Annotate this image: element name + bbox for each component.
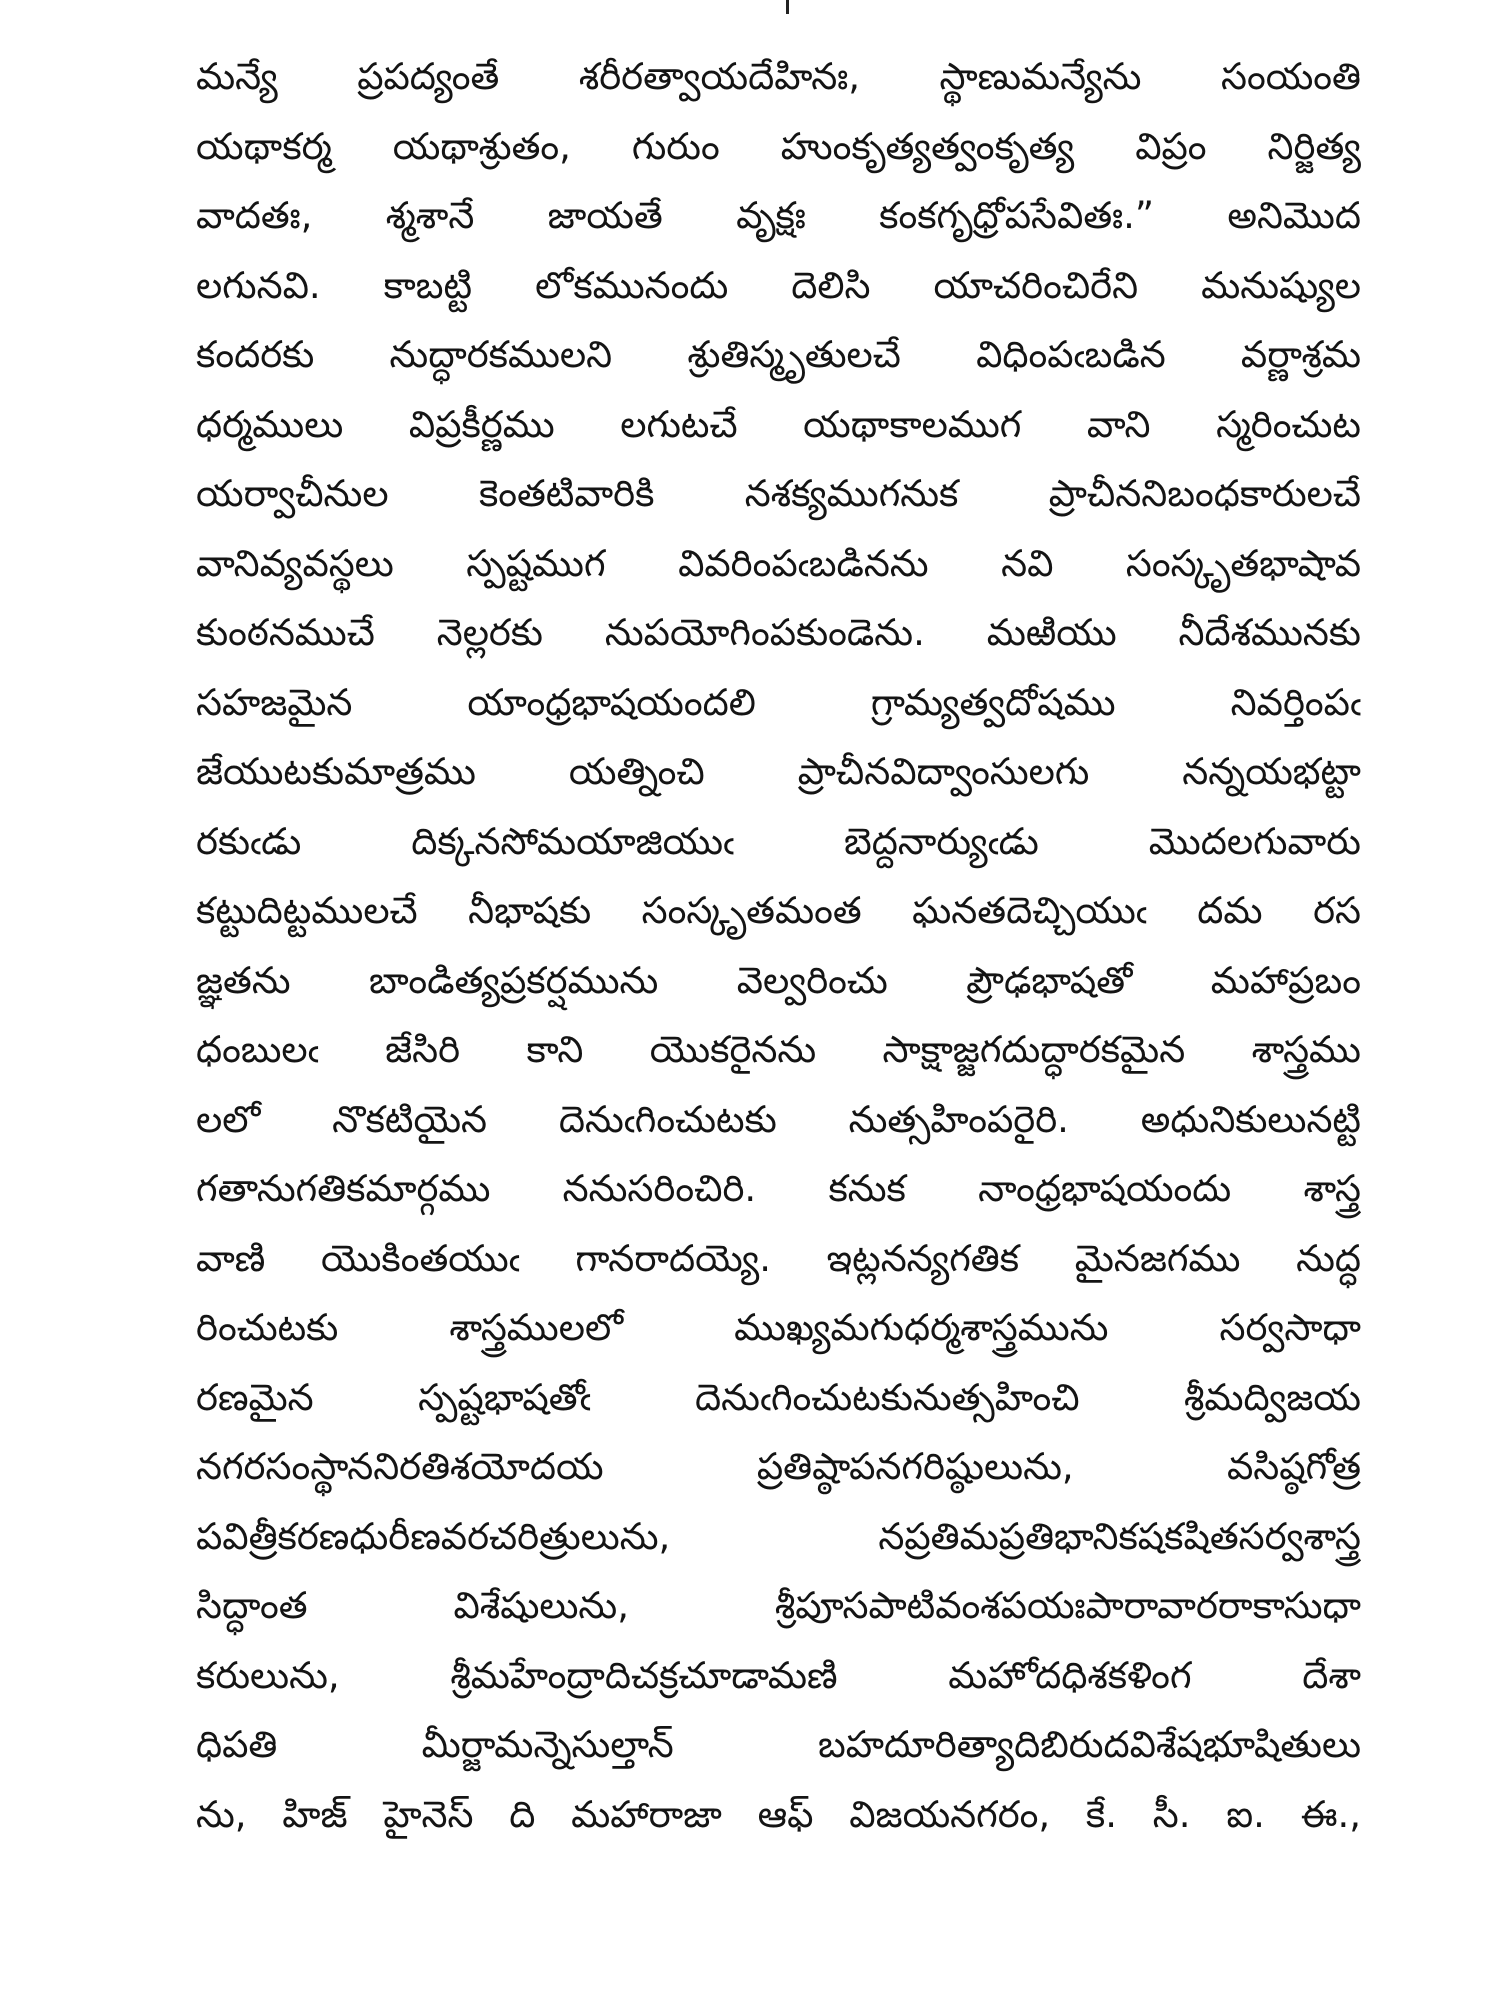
text-line: వానివ్యవస్థలు స్పష్టముగ వివరింపఁబడినను నవి సంస్కృతభాషావ (196, 541, 1361, 585)
text-line: కుంఠనముచే నెల్లరకు నుపయోగింపకుండెను. మఱియు నీదేశమునకు (196, 611, 1361, 654)
text-line: లగునవి. కాబట్టి లోకమునందు దెలిసి యాచరించిరేని మనుష్యుల (196, 263, 1361, 307)
text-line: ధంబులఁ జేసిరి కాని యొకరైనను సాక్షాజ్జగదుద్ధారకమైన శాస్త్రము (196, 1028, 1361, 1071)
text-line: నగరసంస్థాననిరతిశయోదయ ప్రతిష్ఠాపనగరిష్ఠులును, వసిష్ఠగోత్ర (196, 1445, 1361, 1488)
text-line: కందరకు నుద్ధారకములని శ్రుతిస్మృతులచే విధింపఁబడిన వర్ణాశ్రమ (196, 333, 1361, 376)
text-line: రించుటకు శాస్త్రములలో ముఖ్యమగుధర్మశాస్త్రమును సర్వసాధా (196, 1306, 1361, 1349)
text-line: రణమైన స్పష్టభాషతోఁ దెనుఁగించుటకునుత్సహించి శ్రీమద్విజయ (196, 1375, 1361, 1419)
body-text (196, 42, 1361, 1849)
text-line: మన్యే ప్రపద్యంతే శరీరత్వాయదేహినః, స్థాణుమన్యేను సంయంతి (196, 55, 1361, 98)
text-line: ను, హిజ్ హైనెస్ ది మహారాజా ఆఫ్ విజయనగరం, కే. సీ. ఐ. ఈ., (196, 1792, 1361, 1836)
text-line: రకుఁడు దిక్కనసోమయాజియుఁ బెద్దనార్యుఁడు మొదలగువారు (196, 819, 1361, 863)
text-line: గతానుగతికమార్గము ననుసరించిరి. కనుక నాంధ్రభాషయందు శాస్త్ర (196, 1167, 1361, 1210)
text-line: కరులును, శ్రీమహేంద్రాదిచక్రచూడామణి మహోదధిశకళింగ దేశా (196, 1653, 1361, 1697)
text-line: జేయుటకుమాత్రము యత్నించి ప్రాచీనవిద్వాంసులగు నన్నయభట్టా (196, 750, 1361, 793)
text-line: సహజమైన యాంధ్రభాషయందలి గ్రామ్యత్వదోషము నివర్తింపఁ (196, 680, 1361, 724)
text-line: వాణి యొకింతయుఁ గానరాదయ్యె. ఇట్లనన్యగతిక మైనజగము నుద్ధ (196, 1236, 1361, 1280)
text-line: పవిత్రీకరణధురీణవరచరిత్రులును, నప్రతిమప్రతిభానికషకషితసర్వశాస్త్ర (196, 1514, 1361, 1558)
text-line: లలో నొకటియైన దెనుఁగించుటకు నుత్సహింపరైరి. అధునికులునట్టి (196, 1097, 1361, 1141)
page-top-mark (786, 0, 789, 14)
text-line: యథాకర్మ యథాశ్రుతం, గురుం హుంకృత్యత్వంకృత్య విప్రం నిర్జిత్య (196, 124, 1361, 168)
text-line: వాదతః, శ్మశానే జాయతే వృక్షః కంకగృధ్రోపసేవితః.” అనిమొద (196, 194, 1361, 237)
text-line: సిద్ధాంత విశేషులును, శ్రీపూసపాటివంశపయఃపారావారరాకాసుధా (196, 1584, 1361, 1627)
text-line: ధిపతి మీర్జామన్నెసుల్తాన్ బహదూరిత్యాదిబిరుదవిశేషభూషితులు (196, 1723, 1361, 1766)
text-line: యర్వాచీనుల కెంతటివారికి నశక్యముగనుక ప్రాచీననిబంధకారులచే (196, 472, 1361, 515)
text-line: జ్ఞతను బాండిత్యప్రకర్షమును వెల్వరించు ప్రౌఢభాషతో మహాప్రబం (196, 958, 1361, 1002)
text-line: ధర్మములు విప్రకీర్ణము లగుటచే యథాకాలముగ వాని స్మరించుట (196, 402, 1361, 446)
text-line: కట్టుదిట్టములచే నీభాషకు సంస్కృతమంత ఘనతదెచ్చియుఁ దమ రస (196, 889, 1361, 932)
